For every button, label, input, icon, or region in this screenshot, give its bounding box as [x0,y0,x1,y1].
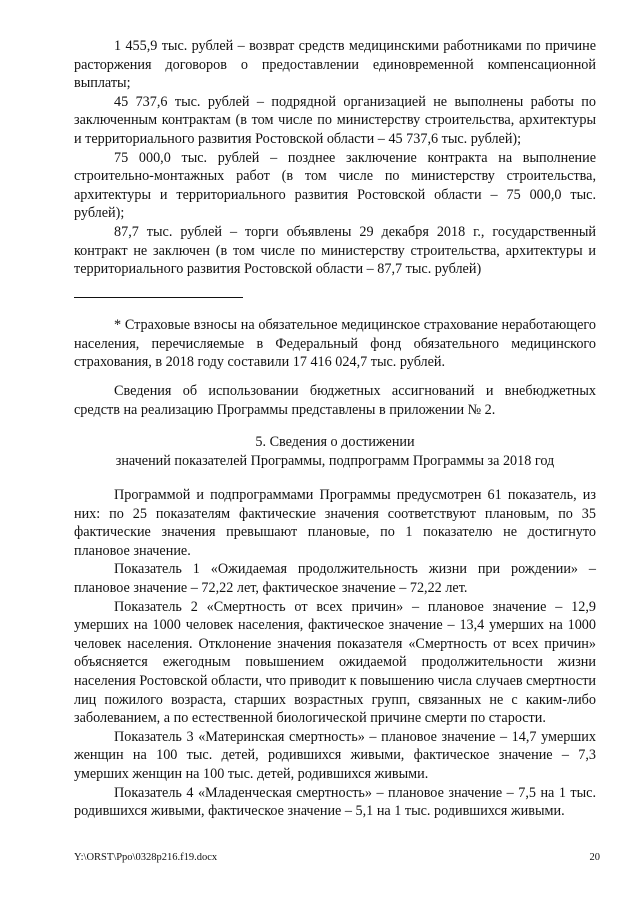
paragraph: Сведения об использовании бюджетных ассигнований и внебюджетных средств на реализацию Программы представлены в приложении № 2. [74,383,596,418]
paragraph: Показатель 1 «Ожидаемая продолжительность жизни при рождении» – плановое значение – 72,22 лет, фактическое значение – 72,22 лет. [74,561,596,596]
page-number: 20 [589,852,600,863]
paragraph: Показатель 2 «Смертность от всех причин» – плановое значение – 12,9 умерших на 1000 человек населения, фактическое значение – 13,4 умерших на 1000 человек населения. Отклонение значения показателя «Смертность от всех причин» объясняется ежегодным повышением ожидаемой продолжительности жизни населения Ростовской области, что приводит к повышению числа случаев смертности лиц пожилого возраста, старших возрастных групп, связанных не с каким-либо заболеванием, а по естественной биологической причине смерти по старости. [74,598,596,727]
footnote-separator [74,297,243,298]
section-heading [74,433,596,470]
indicators-block [74,486,596,821]
paragraph: Программой и подпрограммами Программы предусмотрен 61 показатель, из них: по 25 показателям фактические значения соответствуют плановым, по 35 фактические значения превышают плановые, по 1 показателю не достигнуто плановое значение. [74,487,596,559]
section-heading-line: значений показателей Программы, подпрограмм Программы за 2018 год [115,452,555,469]
footnote: * Страховые взносы на обязательное медицинское страхование неработающего населения, перечисляемые в Федеральный фонд обязательного медицинского страхования, в 2018 году составили 17 416 024,7 тыс. рублей. [74,317,596,371]
info-block [74,382,596,419]
paragraph: Показатель 3 «Материнская смертность» – плановое значение – 14,7 умерших женщин на 100 тыс. детей, родившихся живыми, фактическое значение – 7,3 умерших женщин на 100 тыс. детей, родившихся живыми. [74,728,596,782]
paragraph: Показатель 4 «Младенческая смертность» – плановое значение – 7,5 на 1 тыс. родившихся живыми, фактическое значение – 5,1 на 1 тыс. родившихся живыми. [74,784,596,820]
paragraph: 75 000,0 тыс. рублей – позднее заключение контракта на выполнение строительно-монтажных работ (в том числе по министерству строительства, архитектуры и территориального развития Ростовской области – 75 000,0 тыс. рублей); [74,149,596,222]
footnote-block [74,316,596,372]
section-heading-line: 5. Сведения о достижении [255,434,415,450]
paragraph: 45 737,6 тыс. рублей – подрядной организацией не выполнены работы по заключенным контрактам (в том числе по министерству строительства, архитектуры и территориального развития Ростовской области – 45 737,6 тыс. рублей); [74,93,596,147]
footer-file-path: Y:\ORST\Ppo\0328p216.f19.docx [74,852,218,863]
expenditure-items-block [74,37,596,279]
paragraph: 1 455,9 тыс. рублей – возврат средств медицинскими работниками по причине расторжения договоров о предоставлении единовременной компенсационной выплаты; [74,38,596,92]
paragraph: 87,7 тыс. рублей – торги объявлены 29 декабря 2018 г., государственный контракт не заключен (в том числе по министерству строительства, архитектуры и территориального развития Ростовской области – 87,7 тыс. рублей) [74,223,596,278]
